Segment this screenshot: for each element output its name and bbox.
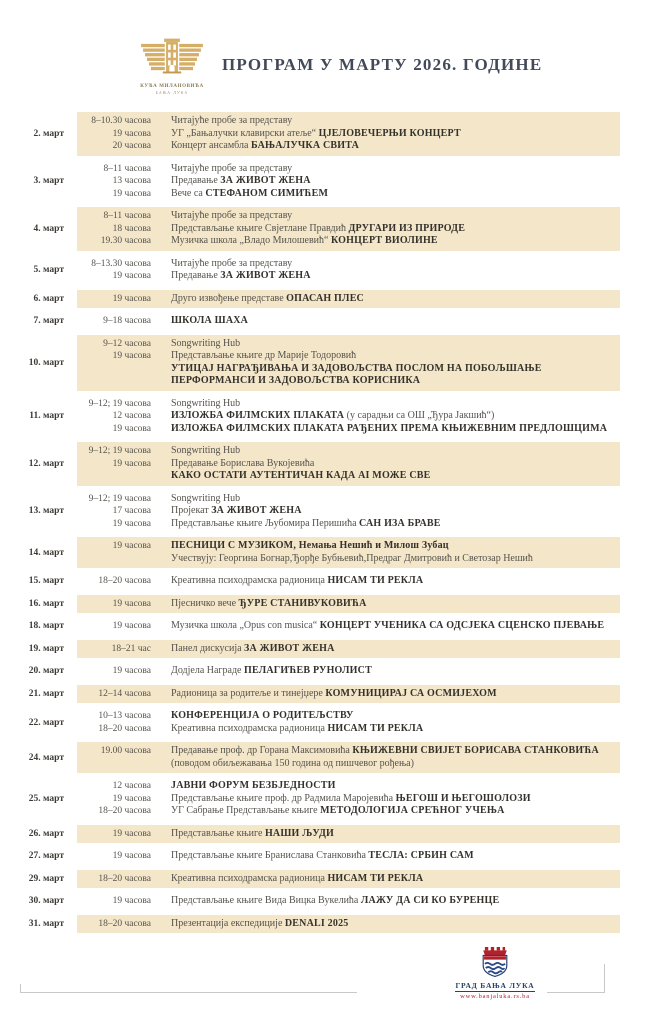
event-description: Креативна психодрамска радионица НИСАМ ТИ РЕКЛА bbox=[171, 722, 424, 734]
event-time: 12 часова bbox=[112, 411, 151, 421]
row-events bbox=[77, 160, 620, 204]
event-description: Представљање књиге НАШИ ЉУДИ bbox=[171, 827, 335, 839]
institution-city: БАЊА ЛУКА bbox=[155, 89, 189, 95]
row-events bbox=[77, 595, 620, 614]
event-line bbox=[77, 805, 620, 818]
event-line bbox=[77, 458, 620, 471]
event-line bbox=[77, 210, 620, 223]
event-description: ИЗЛОЖБА ФИЛМСКИХ ПЛАКАТА (у сарадњи са ОШ „Ђура Јакшић“) bbox=[171, 410, 495, 421]
row-date: 20. март bbox=[28, 666, 64, 677]
event-line bbox=[77, 270, 620, 283]
event-line bbox=[77, 598, 620, 611]
schedule-row bbox=[0, 335, 668, 391]
event-description: Пројекат ЗА ЖИВОТ ЖЕНА bbox=[171, 505, 302, 516]
row-events bbox=[77, 312, 620, 331]
event-time bbox=[77, 375, 151, 388]
event-description: Презентација експедиције DENALI 2025 bbox=[171, 917, 349, 929]
event-description: Читајуће пробе за представу bbox=[171, 257, 293, 269]
event-time bbox=[77, 470, 151, 483]
event-description: Представљање књиге Свјетлане Правдић ДРУГАРИ ИЗ ПРИРОДЕ bbox=[171, 222, 466, 234]
schedule-row bbox=[0, 892, 668, 911]
event-line bbox=[77, 620, 620, 633]
event-line bbox=[77, 665, 620, 678]
event-time: 19 часова bbox=[112, 423, 151, 434]
event-time: 18–21 час bbox=[111, 643, 151, 654]
event-description: ЈАВНИ ФОРУМ БЕЗБЈЕДНОСТИ bbox=[171, 780, 336, 791]
event-description: Читајуће пробе за представу bbox=[171, 210, 293, 221]
event-description: КАКО ОСТАТИ АУТЕНТИЧАН КАДА AI МОЖЕ СВЕ bbox=[171, 470, 431, 481]
event-description: Представљање књиге проф. др Радмила Маројевића ЊЕГОШ И ЊЕГОШОЛОЗИ bbox=[171, 792, 531, 804]
event-description: Предавање ЗА ЖИВОТ ЖЕНА bbox=[171, 175, 311, 186]
event-line bbox=[77, 493, 620, 506]
event-line bbox=[77, 410, 620, 423]
schedule-row bbox=[0, 595, 668, 614]
row-date: 18. март bbox=[28, 621, 64, 632]
event-description: Друго извођење представе ОПАСАН ПЛЕС bbox=[171, 292, 364, 304]
row-events bbox=[77, 255, 620, 286]
footer-rule-left bbox=[20, 992, 357, 993]
schedule-row bbox=[0, 442, 668, 486]
row-events bbox=[77, 572, 620, 591]
row-date: 2. март bbox=[33, 128, 64, 139]
event-time: 19 часова bbox=[112, 293, 151, 304]
event-description: Музичка школа „Opus con musica“ КОНЦЕРТ УЧЕНИКА СА ОДСЈЕКА СЦЕНСКО ПЈЕВАЊЕ bbox=[171, 620, 605, 631]
event-time: 12 часова bbox=[112, 781, 151, 791]
row-events bbox=[77, 335, 620, 391]
event-description: Предавање Борислава Вукојевића bbox=[171, 457, 315, 469]
event-description: Представљање књиге Вида Вицка Вукелића ЛАЖУ ДА СИ КО БУРЕНЦЕ bbox=[171, 895, 500, 906]
row-date: 21. март bbox=[28, 688, 64, 699]
event-time: 8–11 часова bbox=[103, 211, 151, 221]
row-events bbox=[77, 290, 620, 309]
schedule-row bbox=[0, 395, 668, 439]
event-description: (поводом обиљежавања 150 година од пишчевог рођења) bbox=[171, 757, 414, 769]
schedule-row bbox=[0, 777, 668, 821]
event-time: 8–10.30 часова bbox=[91, 116, 151, 126]
event-time: 18–20 часова bbox=[98, 723, 151, 734]
schedule-row bbox=[0, 160, 668, 204]
event-line bbox=[77, 293, 620, 306]
event-time: 19 часова bbox=[112, 851, 151, 861]
event-line bbox=[77, 470, 620, 483]
event-line bbox=[77, 540, 620, 553]
event-time: 9–12; 19 часова bbox=[88, 398, 151, 409]
building-icon bbox=[139, 36, 205, 82]
schedule-row bbox=[0, 742, 668, 773]
event-line bbox=[77, 258, 620, 271]
event-time: 19 часова bbox=[112, 188, 151, 199]
event-line bbox=[77, 163, 620, 176]
row-events bbox=[77, 685, 620, 704]
event-time: 9–18 часова bbox=[103, 316, 151, 326]
row-date: 30. март bbox=[28, 896, 64, 907]
event-line bbox=[77, 398, 620, 411]
event-time: 19 часова bbox=[112, 621, 151, 631]
event-line bbox=[77, 235, 620, 248]
row-date: 13. март bbox=[28, 506, 64, 517]
schedule-row bbox=[0, 870, 668, 889]
event-description: Креативна психодрамска радионица НИСАМ ТИ РЕКЛА bbox=[171, 872, 424, 884]
schedule-row bbox=[0, 707, 668, 738]
event-time: 9–12 часова bbox=[103, 338, 151, 349]
row-events bbox=[77, 207, 620, 251]
row-date: 26. март bbox=[28, 828, 64, 839]
event-line bbox=[77, 423, 620, 436]
city-logo bbox=[446, 947, 544, 1000]
event-time: 10–13 часова bbox=[98, 711, 151, 721]
event-description: Songwriting Hub bbox=[171, 492, 241, 504]
event-line bbox=[77, 128, 620, 141]
event-line bbox=[77, 445, 620, 458]
row-events bbox=[77, 870, 620, 889]
event-time: 8–11 часова bbox=[103, 163, 151, 174]
event-description: Концерт ансамбла БАЊАЛУЧКА СВИТА bbox=[171, 140, 360, 151]
event-time: 13 часова bbox=[112, 176, 151, 186]
event-description: Креативна психодрамска радионица НИСАМ ТИ РЕКЛА bbox=[171, 575, 424, 586]
event-line bbox=[77, 850, 620, 863]
event-description: Музичка школа „Владо Милошевић“ КОНЦЕРТ ВИОЛИНЕ bbox=[171, 235, 438, 246]
event-time bbox=[77, 758, 151, 771]
row-events bbox=[77, 617, 620, 636]
event-time: 19 часова bbox=[112, 458, 151, 469]
row-events bbox=[77, 892, 620, 911]
row-date: 11. март bbox=[29, 411, 64, 422]
row-events bbox=[77, 442, 620, 486]
event-line bbox=[77, 895, 620, 908]
event-description: Songwriting Hub bbox=[171, 337, 241, 349]
event-description: Представљање књиге Бранислава Станковића ТЕСЛА: СРБИН САМ bbox=[171, 850, 474, 861]
row-events bbox=[77, 777, 620, 821]
row-date: 29. март bbox=[28, 873, 64, 884]
row-events bbox=[77, 847, 620, 866]
event-line bbox=[77, 723, 620, 736]
event-line bbox=[77, 223, 620, 236]
event-description: Радионица за родитеље и тинејџере КОМУНИЦИРАЈ СА ОСМИЈЕХОМ bbox=[171, 687, 497, 699]
event-time: 19 часова bbox=[112, 128, 151, 139]
schedule-row bbox=[0, 825, 668, 844]
row-date: 19. март bbox=[28, 643, 64, 654]
event-time: 8–13.30 часова bbox=[91, 258, 151, 269]
event-line bbox=[77, 873, 620, 886]
row-events bbox=[77, 662, 620, 681]
event-line bbox=[77, 350, 620, 363]
schedule-row bbox=[0, 640, 668, 659]
row-events bbox=[77, 915, 620, 934]
event-line bbox=[77, 745, 620, 758]
event-line bbox=[77, 338, 620, 351]
event-line bbox=[77, 363, 620, 376]
city-logo-url: www.banjaluka.rs.ba bbox=[460, 993, 530, 1000]
event-time: 19 часова bbox=[112, 896, 151, 906]
event-line bbox=[77, 140, 620, 153]
row-date: 16. март bbox=[28, 598, 64, 609]
schedule-row bbox=[0, 685, 668, 704]
event-time: 18 часова bbox=[112, 223, 151, 234]
event-description: Предавање проф. др Горана Максимовића КЊИЖЕВНИ СВИЈЕТ БОРИСАВА СТАНКОВИЋА bbox=[171, 745, 599, 756]
page-title: ПРОГРАМ У МАРТУ 2026. ГОДИНЕ bbox=[222, 55, 543, 74]
event-time: 18–20 часова bbox=[98, 806, 151, 816]
row-date: 15. март bbox=[28, 576, 64, 587]
event-line bbox=[77, 315, 620, 328]
schedule-row bbox=[0, 312, 668, 331]
event-description: Представљање књиге Љубомира Перишића САН ИЗА БРАВЕ bbox=[171, 517, 441, 529]
event-line bbox=[77, 710, 620, 723]
event-description: Предавање ЗА ЖИВОТ ЖЕНА bbox=[171, 270, 311, 281]
footer-rule-right bbox=[547, 992, 605, 993]
schedule-row bbox=[0, 617, 668, 636]
event-time: 19 часова bbox=[112, 518, 151, 529]
event-time: 17 часова bbox=[112, 506, 151, 516]
event-time bbox=[77, 363, 151, 376]
row-events bbox=[77, 490, 620, 534]
row-date: 3. март bbox=[33, 176, 64, 187]
event-time: 19 часова bbox=[112, 598, 151, 609]
row-events bbox=[77, 707, 620, 738]
event-line bbox=[77, 793, 620, 806]
event-line bbox=[77, 188, 620, 201]
event-description: Songwriting Hub bbox=[171, 445, 241, 456]
event-line bbox=[77, 828, 620, 841]
event-line bbox=[77, 175, 620, 188]
row-events bbox=[77, 537, 620, 568]
row-date: 12. март bbox=[28, 458, 64, 469]
row-date: 6. март bbox=[33, 293, 64, 304]
event-time: 19 часова bbox=[112, 541, 151, 551]
event-time: 18–20 часова bbox=[98, 576, 151, 586]
row-events bbox=[77, 742, 620, 773]
event-line bbox=[77, 918, 620, 931]
event-time: 19 часова bbox=[112, 351, 151, 361]
event-time: 19.30 часова bbox=[100, 236, 151, 246]
event-description: Вече са СТЕФАНОМ СИМИЋЕМ bbox=[171, 187, 329, 199]
event-time: 18–20 часова bbox=[98, 918, 151, 929]
event-description: УГ Сабрање Представљање књиге МЕТОДОЛОГИЈА СРЕЋНОГ УЧЕЊА bbox=[171, 805, 505, 816]
row-date: 25. март bbox=[28, 793, 64, 804]
event-line bbox=[77, 643, 620, 656]
event-description: Додјела Награде ПЕЛАГИЋЕВ РУНОЛИСТ bbox=[171, 665, 372, 676]
event-time: 19 часова bbox=[112, 271, 151, 281]
event-description: ШКОЛА ШАХА bbox=[171, 315, 249, 326]
event-description: Учествују: Георгина Богнар,Ђорђе Бубњевић,Предраг Дмитровић и Светозар Нешић bbox=[171, 552, 533, 564]
city-coat-of-arms-icon bbox=[478, 947, 512, 979]
event-description: ИЗЛОЖБА ФИЛМСКИХ ПЛАКАТА РАЂЕНИХ ПРЕМА КЊИЖЕВНИМ ПРЕДЛОШЦИМА bbox=[171, 422, 608, 434]
header bbox=[0, 26, 668, 104]
event-description: КОНФЕРЕНЦИЈА О РОДИТЕЉСТВУ bbox=[171, 710, 354, 721]
event-line bbox=[77, 505, 620, 518]
event-time: 19 часова bbox=[112, 666, 151, 676]
event-time: 12–14 часова bbox=[98, 688, 151, 699]
event-description: УГ „Бањалучки клавирски атеље“ ЦЈЕЛОВЕЧЕРЊИ КОНЦЕРТ bbox=[171, 127, 461, 139]
row-date: 5. март bbox=[33, 265, 64, 275]
event-time: 9–12; 19 часова bbox=[88, 493, 151, 504]
event-description: Читајуће пробе за представу bbox=[171, 162, 293, 174]
footer-rule-left-tick bbox=[20, 984, 21, 993]
row-events bbox=[77, 395, 620, 439]
event-line bbox=[77, 115, 620, 128]
event-time: 19 часова bbox=[112, 828, 151, 839]
row-date: 31. март bbox=[28, 918, 64, 929]
schedule-row bbox=[0, 537, 668, 568]
row-date: 7. март bbox=[33, 316, 64, 327]
schedule-row bbox=[0, 572, 668, 591]
row-events bbox=[77, 825, 620, 844]
row-date: 27. март bbox=[28, 851, 64, 862]
schedule-row bbox=[0, 112, 668, 156]
event-line bbox=[77, 780, 620, 793]
event-description: Панел дискусија ЗА ЖИВОТ ЖЕНА bbox=[171, 642, 335, 654]
schedule-row bbox=[0, 490, 668, 534]
event-line bbox=[77, 375, 620, 388]
event-time bbox=[77, 553, 151, 566]
event-description: УТИЦАЈ НАГРАЂИВАЊА И ЗАДОВОЉСТВА ПОСЛОМ НА ПОБОЉШАЊЕ bbox=[171, 362, 542, 374]
schedule-row bbox=[0, 847, 668, 866]
event-line bbox=[77, 518, 620, 531]
schedule-table bbox=[0, 112, 668, 937]
row-date: 14. март bbox=[28, 547, 64, 558]
row-date: 24. март bbox=[28, 752, 64, 763]
event-time: 9–12; 19 часова bbox=[88, 446, 151, 456]
event-description: Пјесничко вече ЂУРЕ СТАНИВУКОВИЋА bbox=[171, 597, 367, 609]
event-description: ПЕРФОРМАНСИ И ЗАДОВОЉСТВА КОРИСНИКА bbox=[171, 375, 421, 386]
row-date: 10. март bbox=[28, 357, 64, 368]
event-line bbox=[77, 688, 620, 701]
footer-rule-right-tick bbox=[604, 964, 605, 993]
schedule-row bbox=[0, 207, 668, 251]
event-description: Читајуће пробе за представу bbox=[171, 115, 293, 126]
schedule-row bbox=[0, 255, 668, 286]
city-logo-name: ГРАД БАЊА ЛУКА bbox=[455, 981, 535, 990]
schedule-row bbox=[0, 915, 668, 934]
event-line bbox=[77, 553, 620, 566]
event-time: 20 часова bbox=[112, 141, 151, 151]
event-time: 19.00 часова bbox=[100, 746, 151, 756]
institution-name: КУЋА МИЛАНОВИЋА bbox=[140, 83, 204, 89]
row-events bbox=[77, 640, 620, 659]
row-date: 22. март bbox=[28, 717, 64, 728]
row-date: 4. март bbox=[33, 223, 64, 234]
row-events bbox=[77, 112, 620, 156]
event-line bbox=[77, 758, 620, 771]
event-description: ПЕСНИЦИ С МУЗИКОМ, Немања Нешић и Милош Зубац bbox=[171, 540, 449, 551]
event-time: 19 часова bbox=[112, 793, 151, 804]
event-line bbox=[77, 575, 620, 588]
event-time: 18–20 часова bbox=[98, 873, 151, 884]
schedule-row bbox=[0, 290, 668, 309]
schedule-row bbox=[0, 662, 668, 681]
institution-logo bbox=[130, 36, 214, 95]
event-description: Представљање књиге др Марије Тодоровић bbox=[171, 350, 357, 361]
event-description: Songwriting Hub bbox=[171, 397, 241, 409]
